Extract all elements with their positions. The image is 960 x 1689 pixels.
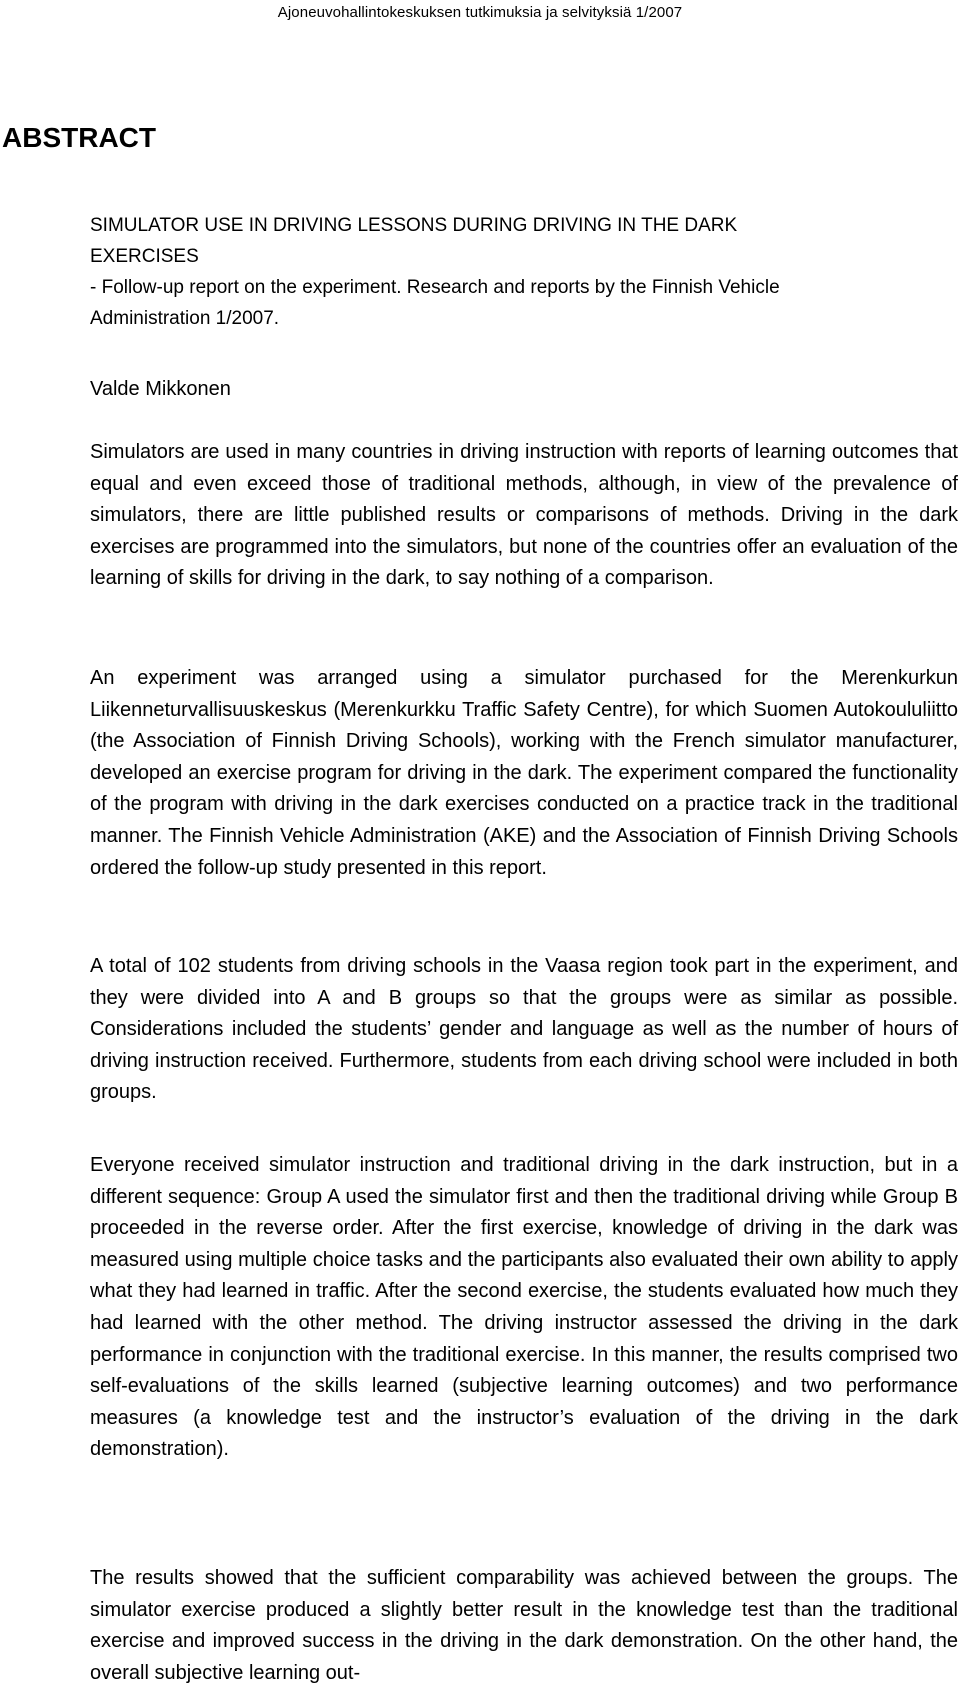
author-name: Valde Mikkonen [90,378,231,400]
body-paragraph-5: The results showed that the sufficient comparability was achieved between the groups. The simulator exercise produced a slightly better result in the knowledge test than the traditional exercise and improved success in the driving in the dark demonstration. On the other hand, the overall subjective learning out- [90,1567,958,1684]
running-header: Ajoneuvohallintokeskuksen tutkimuksia ja selvityksiä 1/2007 [277,4,683,21]
report-subtitle-line-1: - Follow-up report on the experiment. Research and reports by the Finnish Vehicle [90,277,780,298]
body-paragraph-2: An experiment was arranged using a simulator purchased for the Merenkurkun Liikenneturvallisuuskeskus (Merenkurkku Traffic Safety Centre), for which Suomen Autokoululiitto (the Association of Finnish Driving Schools), working with the French simulator manufacturer, developed an exercise program for driving in the dark. The experiment compared the functionality of the program with driving in the dark exercises conducted on a practice track in the traditional manner. The Finnish Vehicle Administration (AKE) and the Association of Finnish Driving Schools ordered the follow-up study presented in this report. [90,667,958,879]
body-paragraph-4: Everyone received simulator instruction and traditional driving in the dark instruction, but in a different sequence: Group A used the simulator first and then the traditional driving while Group B proceeded in the reverse order. After the first exercise, knowledge of driving in the dark was measured using multiple choice tasks and the participants also evaluated their own ability to apply what they had learned in traffic. After the second exercise, the students evaluated how much they had learned with the other method. The driving instructor assessed the driving in the dark performance in conjunction with the traditional exercise. In this manner, the results comprised two self-evaluations of the skills learned (subjective learning outcomes) and two performance measures (a knowledge test and the instructor’s evaluation of the driving in the dark demonstration). [90,1154,958,1461]
report-title-block [90,210,920,334]
body-paragraph-1: Simulators are used in many countries in driving instruction with reports of learning outcomes that equal and even exceed those of traditional methods, although, in view of the prevalence of simulators, there are little published results or comparisons of methods. Driving in the dark exercises are programmed into the simulators, but none of the countries offer an evaluation of the learning of skills for driving in the dark, to say nothing of a comparison. [90,441,958,590]
body-paragraph-3: A total of 102 students from driving schools in the Vaasa region took part in the experiment, and they were divided into A and B groups so that the groups were as similar as possible. Considerations included the students’ gender and language as well as the number of hours of driving instruction received. Furthermore, students from each driving school were included in both groups. [90,955,958,1104]
section-heading: ABSTRACT [2,122,156,153]
report-title-line-1: SIMULATOR USE IN DRIVING LESSONS DURING DRIVING IN THE DARK [90,215,738,236]
report-subtitle-line-2: Administration 1/2007. [90,308,280,329]
report-title-line-2: EXERCISES [90,246,199,267]
